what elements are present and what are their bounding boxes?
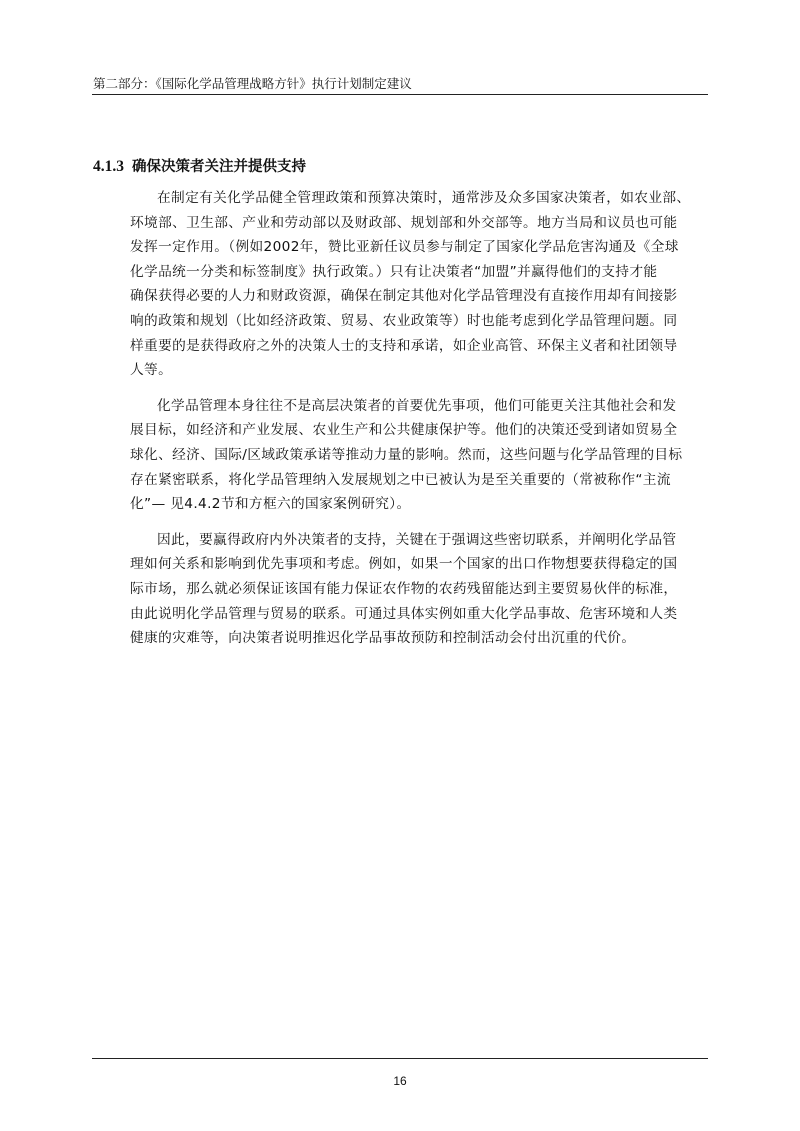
running-header: 第二部分：《国际化学品管理战略方针》执行计划制定建议	[93, 76, 412, 91]
paragraph-spacer	[130, 383, 708, 394]
paragraph-1	[130, 186, 708, 383]
paragraph-line: 样重要的是获得政府之外的决策人士的支持和承诺，如企业高管、环保主义者和社团领导	[130, 337, 678, 354]
paragraph-line: 由此说明化学品管理与贸易的联系。可通过具体实例如重大化学品事故、危害环境和人类	[130, 605, 678, 622]
paragraph-line: 化”— 见4.4.2节和方框六的国家案例研究）。	[130, 496, 411, 513]
paragraph-line: 人等。	[130, 362, 173, 379]
section-heading	[93, 157, 306, 177]
paragraph-line: 环境部、卫生部、产业和劳动部以及财政部、规划部和外交部等。地方当局和议员也可能	[130, 214, 678, 231]
paragraph-3	[130, 528, 708, 651]
paragraph-line: 化学品管理本身往往不是高层决策者的首要优先事项，他们可能更关注其他社会和发	[157, 397, 677, 414]
header-divider	[92, 94, 708, 95]
paragraph-line: 发挥一定作用。（例如2002年，赞比亚新任议员参与制定了国家化学品危害沟通及《全球	[130, 239, 679, 256]
section-number: 4.1.3	[93, 158, 124, 175]
paragraph-line: 在制定有关化学品健全管理政策和预算决策时，通常涉及众多国家决策者，如农业部、	[157, 190, 691, 206]
paragraph-line: 因此，要赢得政府内外决策者的支持，关键在于强调这些密切联系，并阐明化学品管	[157, 531, 677, 548]
paragraph-line: 理如何关系和影响到优先事项和考虑。例如，如果一个国家的出口作物想要获得稳定的国	[130, 556, 678, 573]
paragraph-line: 化学品统一分类和标签制度》执行政策。）只有让决策者“加盟”并赢得他们的支持才能	[130, 263, 658, 280]
section-title: 确保决策者关注并提供支持	[132, 159, 306, 175]
body-text	[130, 186, 708, 651]
page-number: 16	[393, 1074, 407, 1088]
paragraph-spacer	[130, 517, 708, 528]
paragraph-line: 展目标，如经济和产业发展、农业生产和公共健康保护等。他们的决策还受到诸如贸易全	[130, 422, 678, 439]
footer-divider	[92, 1058, 708, 1059]
paragraph-line: 存在紧密联系，将化学品管理纳入发展规划之中已被认为是至关重要的（常被称作“主流	[130, 471, 671, 488]
paragraph-2	[130, 394, 708, 517]
paragraph-line: 确保获得必要的人力和财政资源，确保在制定其他对化学品管理没有直接作用却有间接影	[130, 288, 678, 305]
paragraph-line: 球化、经济、国际/区域政策承诺等推动力量的影响。然而，这些问题与化学品管理的目标	[130, 446, 683, 463]
paragraph-line: 际市场，那么就必须保证该国有能力保证农作物的农药残留能达到主要贸易伙伴的标准，	[130, 580, 678, 597]
paragraph-line: 响的政策和规划（比如经济政策、贸易、农业政策等）时也能考虑到化学品管理问题。同	[130, 312, 678, 329]
paragraph-line: 健康的灾难等，向决策者说明推迟化学品事故预防和控制活动会付出沉重的代价。	[130, 630, 636, 647]
